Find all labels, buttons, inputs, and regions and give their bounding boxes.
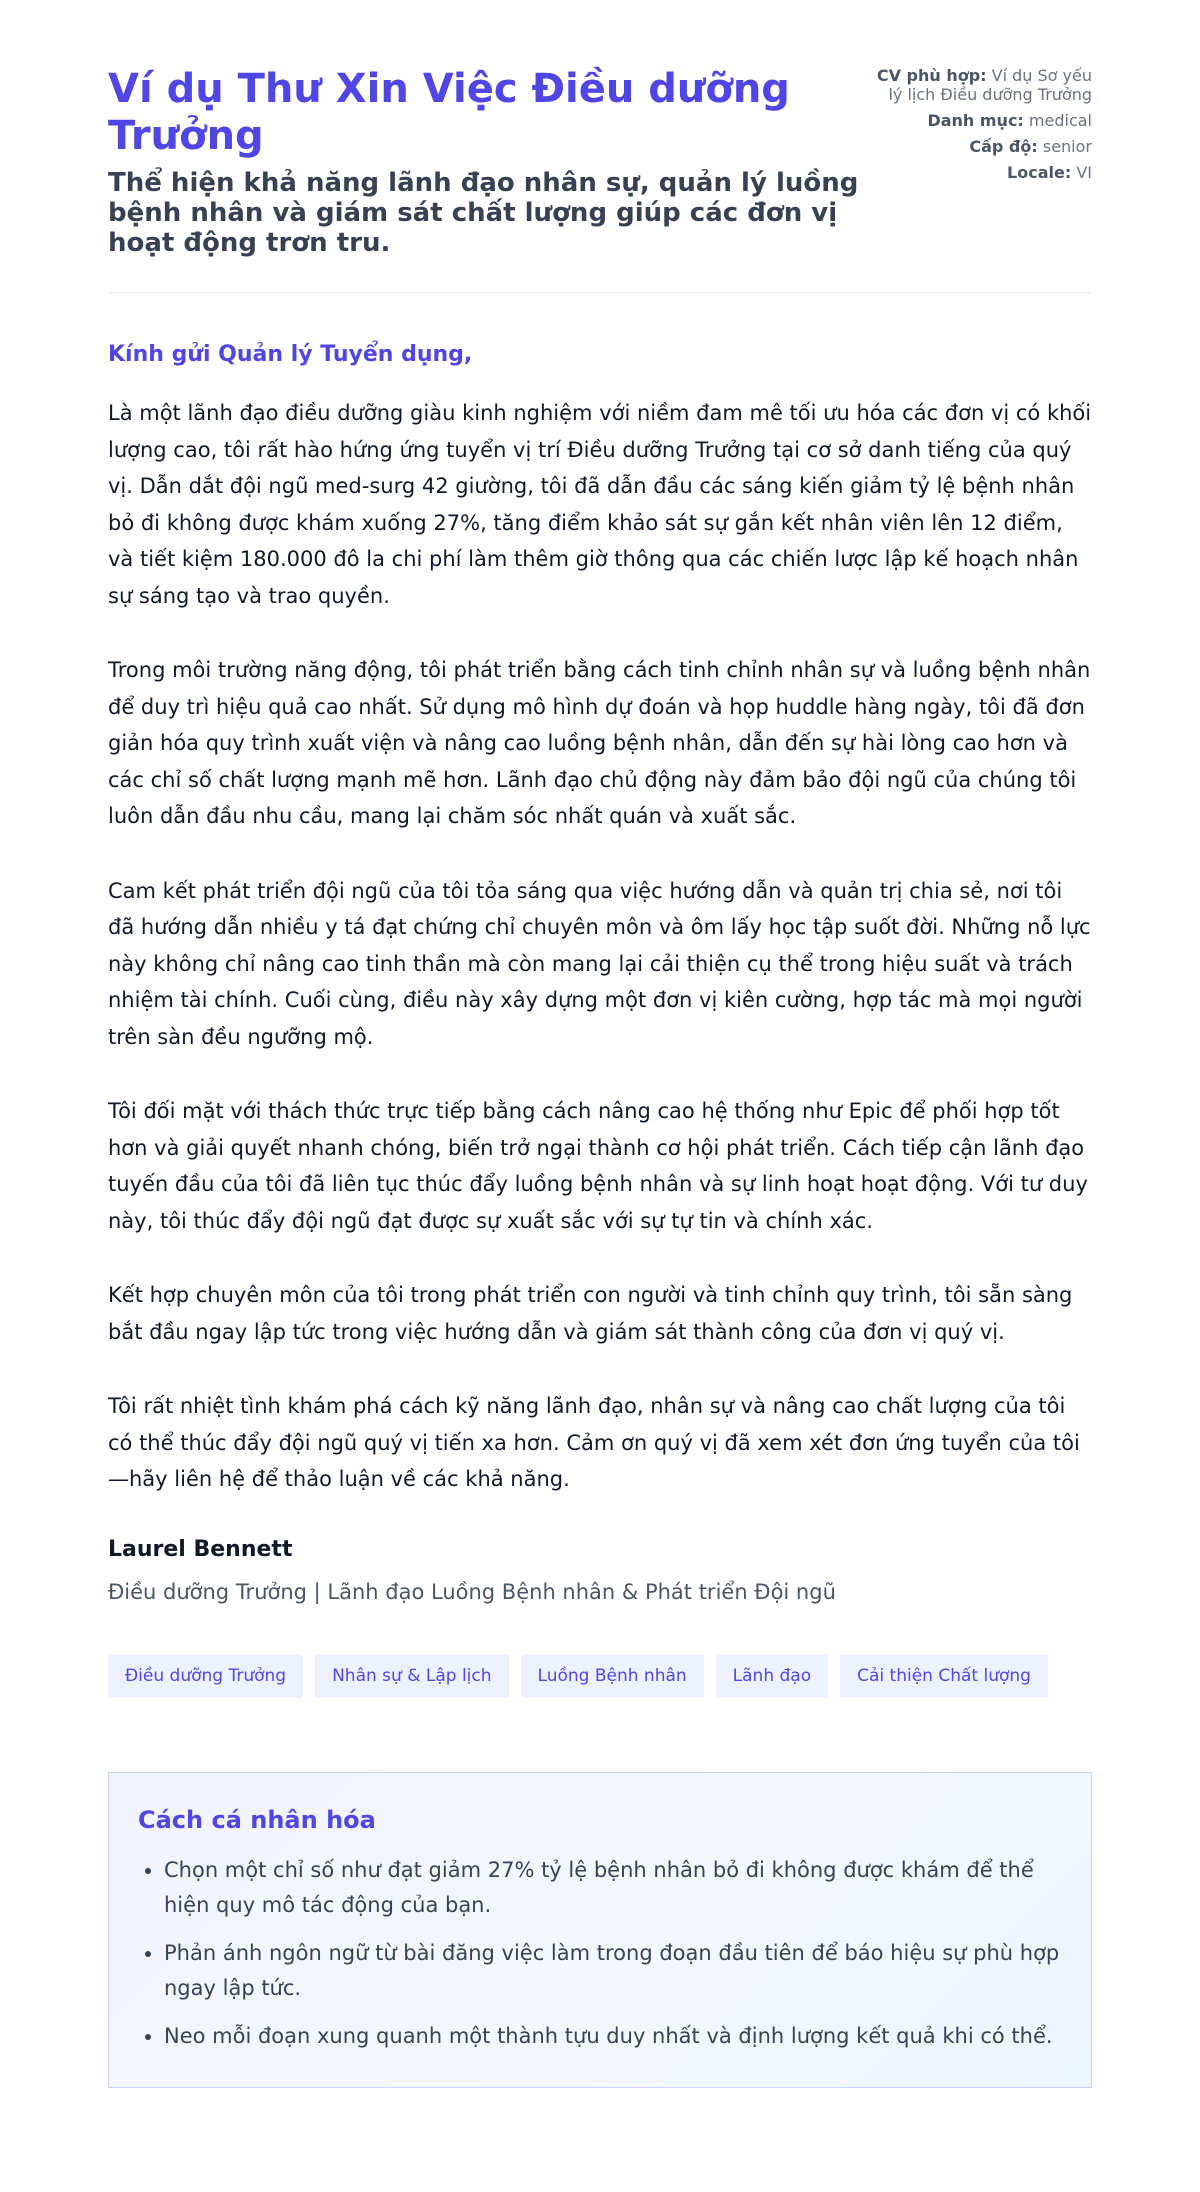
meta-level-value: senior — [1042, 137, 1092, 156]
tag-chip: Lãnh đạo — [716, 1654, 828, 1698]
tag-chip: Luồng Bệnh nhân — [521, 1654, 704, 1698]
personalization-tips — [108, 1772, 1092, 2088]
meta-category-value: medical — [1028, 111, 1092, 130]
letter-paragraph: Tôi rất nhiệt tình khám phá cách kỹ năng lãnh đạo, nhân sự và nâng cao chất lượng của tôi có thể thúc đẩy đội ngũ quý vị tiến xa hơn. Cảm ơn quý vị đã xem xét đơn ứng tuyển của tôi—hãy liên hệ để thảo luận về các khả năng. — [108, 1394, 1080, 1491]
tag-chip: Nhân sự & Lập lịch — [315, 1654, 508, 1698]
meta-panel — [872, 66, 1092, 189]
page-title: Ví dụ Thư Xin Việc Điều dưỡng Trưởng — [108, 66, 790, 159]
tips-title: Cách cá nhân hóa — [138, 1805, 376, 1834]
salutation: Kính gửi Quản lý Tuyển dụng, — [108, 342, 473, 367]
meta-category — [872, 111, 1092, 130]
signature-name: Laurel Bennett — [108, 1536, 293, 1562]
letter-paragraph: Trong môi trường năng động, tôi phát triển bằng cách tinh chỉnh nhân sự và luồng bệnh nhân để duy trì hiệu quả cao nhất. Sử dụng mô hình dự đoán và họp huddle hàng ngày, tôi đã đơn giản hóa quy trình xuất viện và nâng cao luồng bệnh nhân, dẫn đến sự hài lòng cao hơn và các chỉ số chất lượng mạnh mẽ hơn. Lãnh đạo chủ động này đảm bảo đội ngũ của chúng tôi luôn dẫn đầu nhu cầu, mang lại chăm sóc nhất quán và xuất sắc. — [108, 658, 1091, 828]
letter-paragraph: Cam kết phát triển đội ngũ của tôi tỏa sáng qua việc hướng dẫn và quản trị chia sẻ, nơi tôi đã hướng dẫn nhiều y tá đạt chứng chỉ chuyên môn và ôm lấy học tập suốt đời. Những nỗ lực này không chỉ nâng cao tinh thần mà còn mang lại cải thiện cụ thể trong hiệu suất và trách nhiệm tài chính. Cuối cùng, điều này xây dựng một đơn vị kiên cường, hợp tác mà mọi người trên sàn đều ngưỡng mộ. — [108, 878, 1091, 1049]
tag-chip: Điều dưỡng Trưởng — [108, 1654, 303, 1698]
tip-item: • Chọn một chỉ số như đạt giảm 27% tỷ lệ bệnh nhân bỏ đi không được khám để thể hiện quy mô tác động của bạn. — [164, 1853, 1062, 1923]
letter-paragraph: Là một lãnh đạo điều dưỡng giàu kinh nghiệm với niềm đam mê tối ưu hóa các đơn vị có khối lượng cao, tôi rất hào hứng ứng tuyển vị trí Điều dưỡng Trưởng tại cơ sở danh tiếng của quý vị. Dẫn dắt đội ngũ med-surg 42 giường, tôi đã dẫn đầu các sáng kiến giảm tỷ lệ bệnh nhân bỏ đi không được khám xuống 27%, tăng điểm khảo sát sự gắn kết nhân viên lên 12 điểm, và tiết kiệm 180.000 đô la chi phí làm thêm giờ thông qua các chiến lược lập kế hoạch nhân sự sáng tạo và trao quyền. — [108, 401, 1092, 608]
meta-locale-value: VI — [1076, 163, 1092, 182]
meta-locale-label: Locale: — [1007, 163, 1072, 182]
tip-item: • Phản ánh ngôn ngữ từ bài đăng việc làm trong đoạn đầu tiên để báo hiệu sự phù hợp ngay lập tức. — [164, 1936, 1062, 2006]
letter-body — [108, 341, 1092, 1498]
meta-cv-value: Ví dụ Sơ yếu lý lịch Điều dưỡng Trưởng — [888, 66, 1092, 104]
meta-cv-label: CV phù hợp: — [876, 66, 987, 85]
meta-cv — [872, 66, 1092, 104]
signature-title: Điều dưỡng Trưởng | Lãnh đạo Luồng Bệnh nhân & Phát triển Đội ngũ — [108, 1579, 836, 1604]
tag-list — [108, 1654, 1092, 1698]
tips-list — [138, 1853, 1062, 2054]
meta-locale — [872, 163, 1092, 182]
tip-item: • Neo mỗi đoạn xung quanh một thành tựu duy nhất và định lượng kết quả khi có thể. — [164, 2019, 1062, 2054]
tag-chip: Cải thiện Chất lượng — [840, 1654, 1048, 1698]
signature-block — [108, 1536, 1092, 1606]
letter-paragraph: Kết hợp chuyên môn của tôi trong phát triển con người và tinh chỉnh quy trình, tôi sẵn sàng bắt đầu ngay lập tức trong việc hướng dẫn và giám sát thành công của đơn vị quý vị. — [108, 1283, 1073, 1344]
meta-level — [872, 137, 1092, 156]
page-subtitle: Thể hiện khả năng lãnh đạo nhân sự, quản lý luồng bệnh nhân và giám sát chất lượng giúp các đơn vị hoạt động trơn tru. — [108, 168, 859, 258]
meta-category-label: Danh mục: — [927, 111, 1024, 130]
page-header — [108, 66, 1092, 293]
meta-level-label: Cấp độ: — [969, 137, 1038, 156]
letter-paragraph: Tôi đối mặt với thách thức trực tiếp bằng cách nâng cao hệ thống như Epic để phối hợp tốt hơn và giải quyết nhanh chóng, biến trở ngại thành cơ hội phát triển. Cách tiếp cận lãnh đạo tuyến đầu của tôi đã liên tục thúc đẩy luồng bệnh nhân và sự linh hoạt hoạt động. Với tư duy này, tôi thúc đẩy đội ngũ đạt được sự xuất sắc với sự tự tin và chính xác. — [108, 1099, 1088, 1233]
title-block — [108, 66, 868, 258]
